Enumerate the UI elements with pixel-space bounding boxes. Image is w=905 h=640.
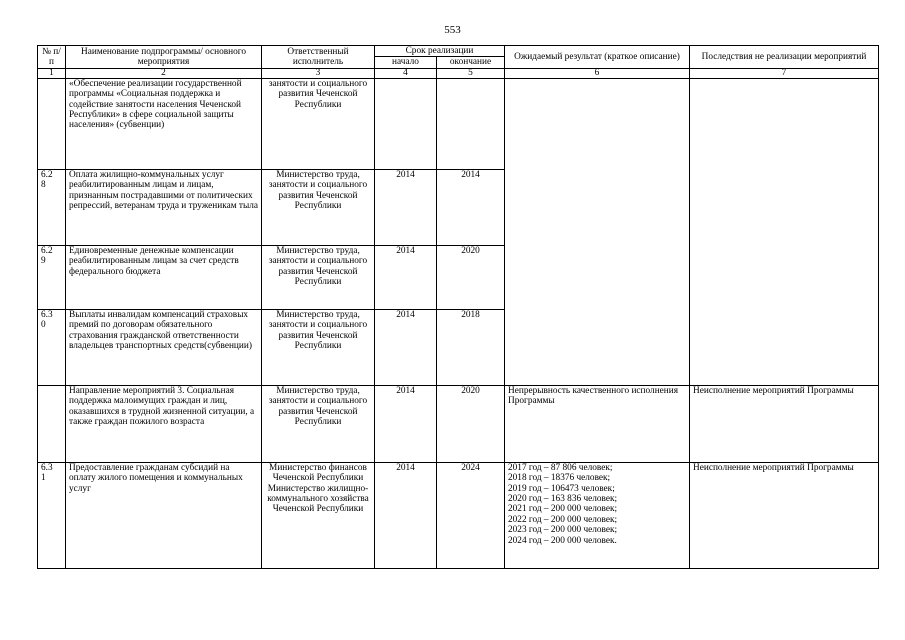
index-cell: 7 [690, 68, 879, 78]
row-consequence-empty [690, 78, 879, 385]
result-line: 2023 год – 200 000 человек; [508, 525, 618, 536]
row-name: Предоставление гражданам субсидий на оплату жилого помещения и коммунальных услуг [66, 462, 262, 568]
row-executor: Министерство труда, занятости и социального развития Чеченской Республики [262, 245, 375, 309]
row-name: Направление мероприятий 3. Социальная поддержка малоимущих граждан и лиц, оказавшихся в трудной жизненной ситуации, а также граждан пожилого возраста [66, 385, 262, 462]
index-cell: 5 [437, 68, 505, 78]
row-num: 6.2 9 [38, 245, 66, 309]
row-start [375, 78, 437, 169]
row-end: 2014 [437, 169, 505, 245]
row-end: 2024 [437, 462, 505, 568]
page-number: 553 [444, 24, 461, 36]
row-executor: Министерство труда, занятости и социального развития Чеченской Республики [262, 169, 375, 245]
header-start: начало [375, 57, 437, 68]
index-cell: 3 [262, 68, 375, 78]
result-line: 2018 год – 18376 человек; [508, 473, 611, 484]
row-consequence: Неисполнение мероприятий Программы [690, 385, 879, 462]
header-consequence: Последствия не реализации мероприятий [690, 46, 879, 69]
result-line: 2020 год – 163 836 человек; [508, 494, 618, 505]
header-period: Срок реализации [375, 46, 505, 57]
row-end: 2018 [437, 309, 505, 385]
result-line: 2021 год – 200 000 человек; [508, 504, 618, 515]
row-end: 2020 [437, 245, 505, 309]
row-name: «Обеспечение реализации государственной программы «Социальная поддержка и содействие занятости населения Чеченской Республики» в сфере социальной защиты населения» (субвенции) [66, 78, 262, 169]
result-line: 2017 год – 87 806 человек; [508, 462, 613, 473]
table-row [38, 78, 879, 169]
row-num: 6.3 1 [38, 462, 66, 568]
header-name: Наименование подпрограммы/ основного мероприятия [66, 46, 262, 69]
row-consequence: Неисполнение мероприятий Программы [690, 462, 879, 568]
row-start: 2014 [375, 309, 437, 385]
row-result-empty [505, 78, 690, 385]
row-start: 2014 [375, 245, 437, 309]
index-row [38, 68, 879, 78]
row-num: 6.2 8 [38, 169, 66, 245]
index-cell: 4 [375, 68, 437, 78]
table-row [38, 462, 879, 568]
row-executor: Министерство труда, занятости и социального развития Чеченской Республики [262, 385, 375, 462]
row-end: 2020 [437, 385, 505, 462]
header-end: окончание [437, 57, 505, 68]
header-num: № п/п [38, 46, 66, 69]
row-start: 2014 [375, 385, 437, 462]
result-line: 2024 год – 200 000 человек. [508, 535, 617, 546]
row-end [437, 78, 505, 169]
row-name: Выплаты инвалидам компенсаций страховых премий по договорам обязательного страхования гражданской ответственности владельцев транспортных средств(субвенции) [66, 309, 262, 385]
table-row [38, 385, 879, 462]
row-name: Оплата жилищно-коммунальных услуг реабилитированным лицам и лицам, признанным пострадавшими от политических репрессий, ветеранам труда и труженикам тыла [66, 169, 262, 245]
row-executor: Министерство финансов Чеченской Республики Министерство жилищно-коммунального хозяйства Чеченской Республики [262, 462, 375, 568]
row-start: 2014 [375, 169, 437, 245]
row-executor: Министерство труда, занятости и социального развития Чеченской Республики [262, 309, 375, 385]
row-executor: занятости и социального развития Чеченской Республики [262, 78, 375, 169]
row-num [38, 385, 66, 462]
row-num [38, 78, 66, 169]
row-result: Непрерывность качественного исполнения Программы [505, 385, 690, 462]
header-executor: Ответственный исполнитель [262, 46, 375, 69]
result-line: 2022 год – 200 000 человек; [508, 514, 618, 525]
row-name: Единовременные денежные компенсации реабилитированным лицам за счет средств федерального бюджета [66, 245, 262, 309]
program-table [37, 45, 879, 569]
header-row [38, 46, 879, 57]
index-cell: 1 [38, 68, 66, 78]
header-result: Ожидаемый результат (краткое описание) [505, 46, 690, 69]
result-line: 2019 год – 106473 человек; [508, 483, 615, 494]
index-cell: 2 [66, 68, 262, 78]
row-result-list [505, 462, 690, 568]
index-cell: 6 [505, 68, 690, 78]
row-start: 2014 [375, 462, 437, 568]
row-num: 6.3 0 [38, 309, 66, 385]
